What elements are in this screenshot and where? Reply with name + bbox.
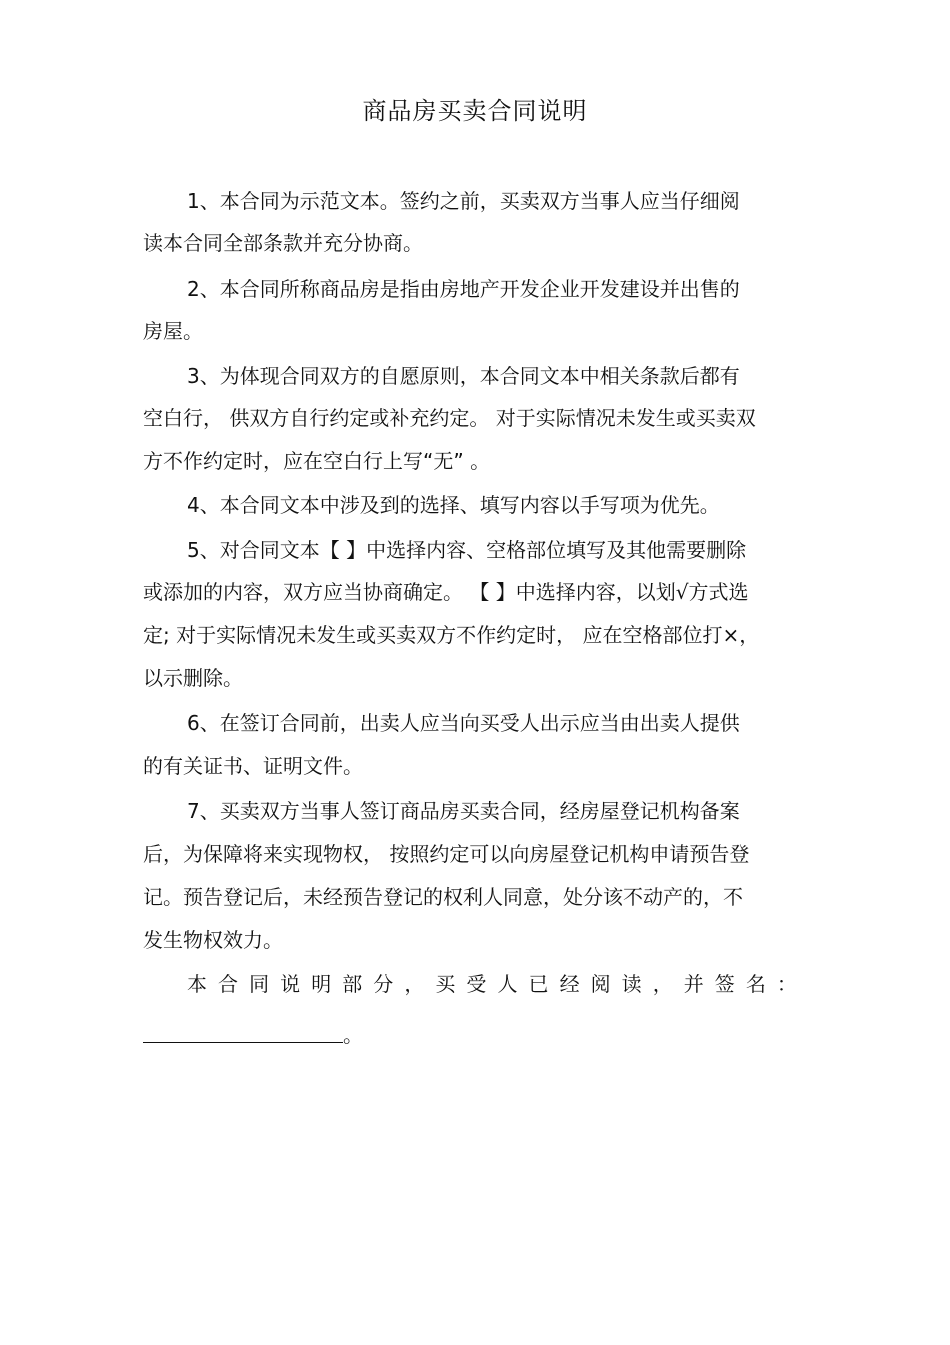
signature-statement-char: 本 [187,972,207,996]
signature-statement-char: 名 [745,972,766,996]
clause-1-line-1: 1、本合同为示范文本。签约之前，买卖双方当事人应当仔细阅 [187,189,740,213]
clause-3-line-1: 3、为体现合同双方的自愿原则，本合同文本中相关条款后都有 [187,364,740,388]
signature-statement-char: 读 [621,972,642,996]
clause-6-line-2: 的有关证书、证明文件。 [143,754,363,778]
signature-statement-char: 人 [497,972,518,996]
signature-statement-char: ： [776,972,797,996]
clause-5-line-3: 定; 对于实际情况未发生或买卖双方不作约定时， 应在空格部位打×， [143,623,760,647]
signature-statement-char: 经 [559,972,580,996]
signature-area [143,1021,363,1049]
clause-5-line-1: 5、对合同文本【 】中选择内容、空格部位填写及其他需要删除 [187,538,747,562]
signature-statement-char: 部 [342,972,363,996]
signature-end-mark: 。 [343,1023,363,1047]
signature-statement-char: 明 [311,972,332,996]
signature-blank-line[interactable] [143,1042,343,1043]
clause-3-line-2: 空白行， 供双方自行约定或补充约定。 对于实际情况未发生或买卖双 [143,406,756,430]
signature-statement-char: 分 [373,972,394,996]
signature-statement-char: 买 [435,972,456,996]
clause-2-line-1: 2、本合同所称商品房是指由房地产开发企业开发建设并出售的 [187,277,740,301]
clause-2-line-2: 房屋。 [143,319,203,343]
clause-1-line-2: 读本合同全部条款并充分协商。 [143,231,423,255]
signature-statement-char: 合 [218,972,239,996]
signature-statement-char: ， [652,972,673,996]
clause-5-line-4: 以示删除。 [143,666,243,690]
signature-statement-char: 并 [683,972,704,996]
clause-4-line-1: 4、本合同文本中涉及到的选择、填写内容以手写项为优先。 [187,493,720,517]
signature-statement-char: 受 [466,972,487,996]
signature-statement-char: 同 [249,972,270,996]
clause-7-line-1: 7、买卖双方当事人签订商品房买卖合同，经房屋登记机构备案 [187,799,740,823]
signature-statement-char: 签 [714,972,735,996]
document-title: 商品房买卖合同说明 [362,97,588,125]
clause-7-line-3: 记。预告登记后，未经预告登记的权利人同意，处分该不动产的，不 [143,885,743,909]
clause-3-line-3: 方不作约定时，应在空白行上写“无” 。 [143,449,491,473]
clause-7-line-2: 后，为保障将来实现物权， 按照约定可以向房屋登记机构申请预告登 [143,842,750,866]
clause-5-line-2: 或添加的内容，双方应当协商确定。 【 】中选择内容，以划√方式选 [143,580,749,604]
signature-statement-char: 阅 [590,972,611,996]
clause-6-line-1: 6、在签订合同前，出卖人应当向买受人出示应当由出卖人提供 [187,711,740,735]
signature-statement-char: ， [404,972,425,996]
signature-statement-char: 说 [280,972,301,996]
clause-7-line-4: 发生物权效力。 [143,928,283,952]
signature-statement [187,970,797,998]
signature-statement-char: 已 [528,972,549,996]
